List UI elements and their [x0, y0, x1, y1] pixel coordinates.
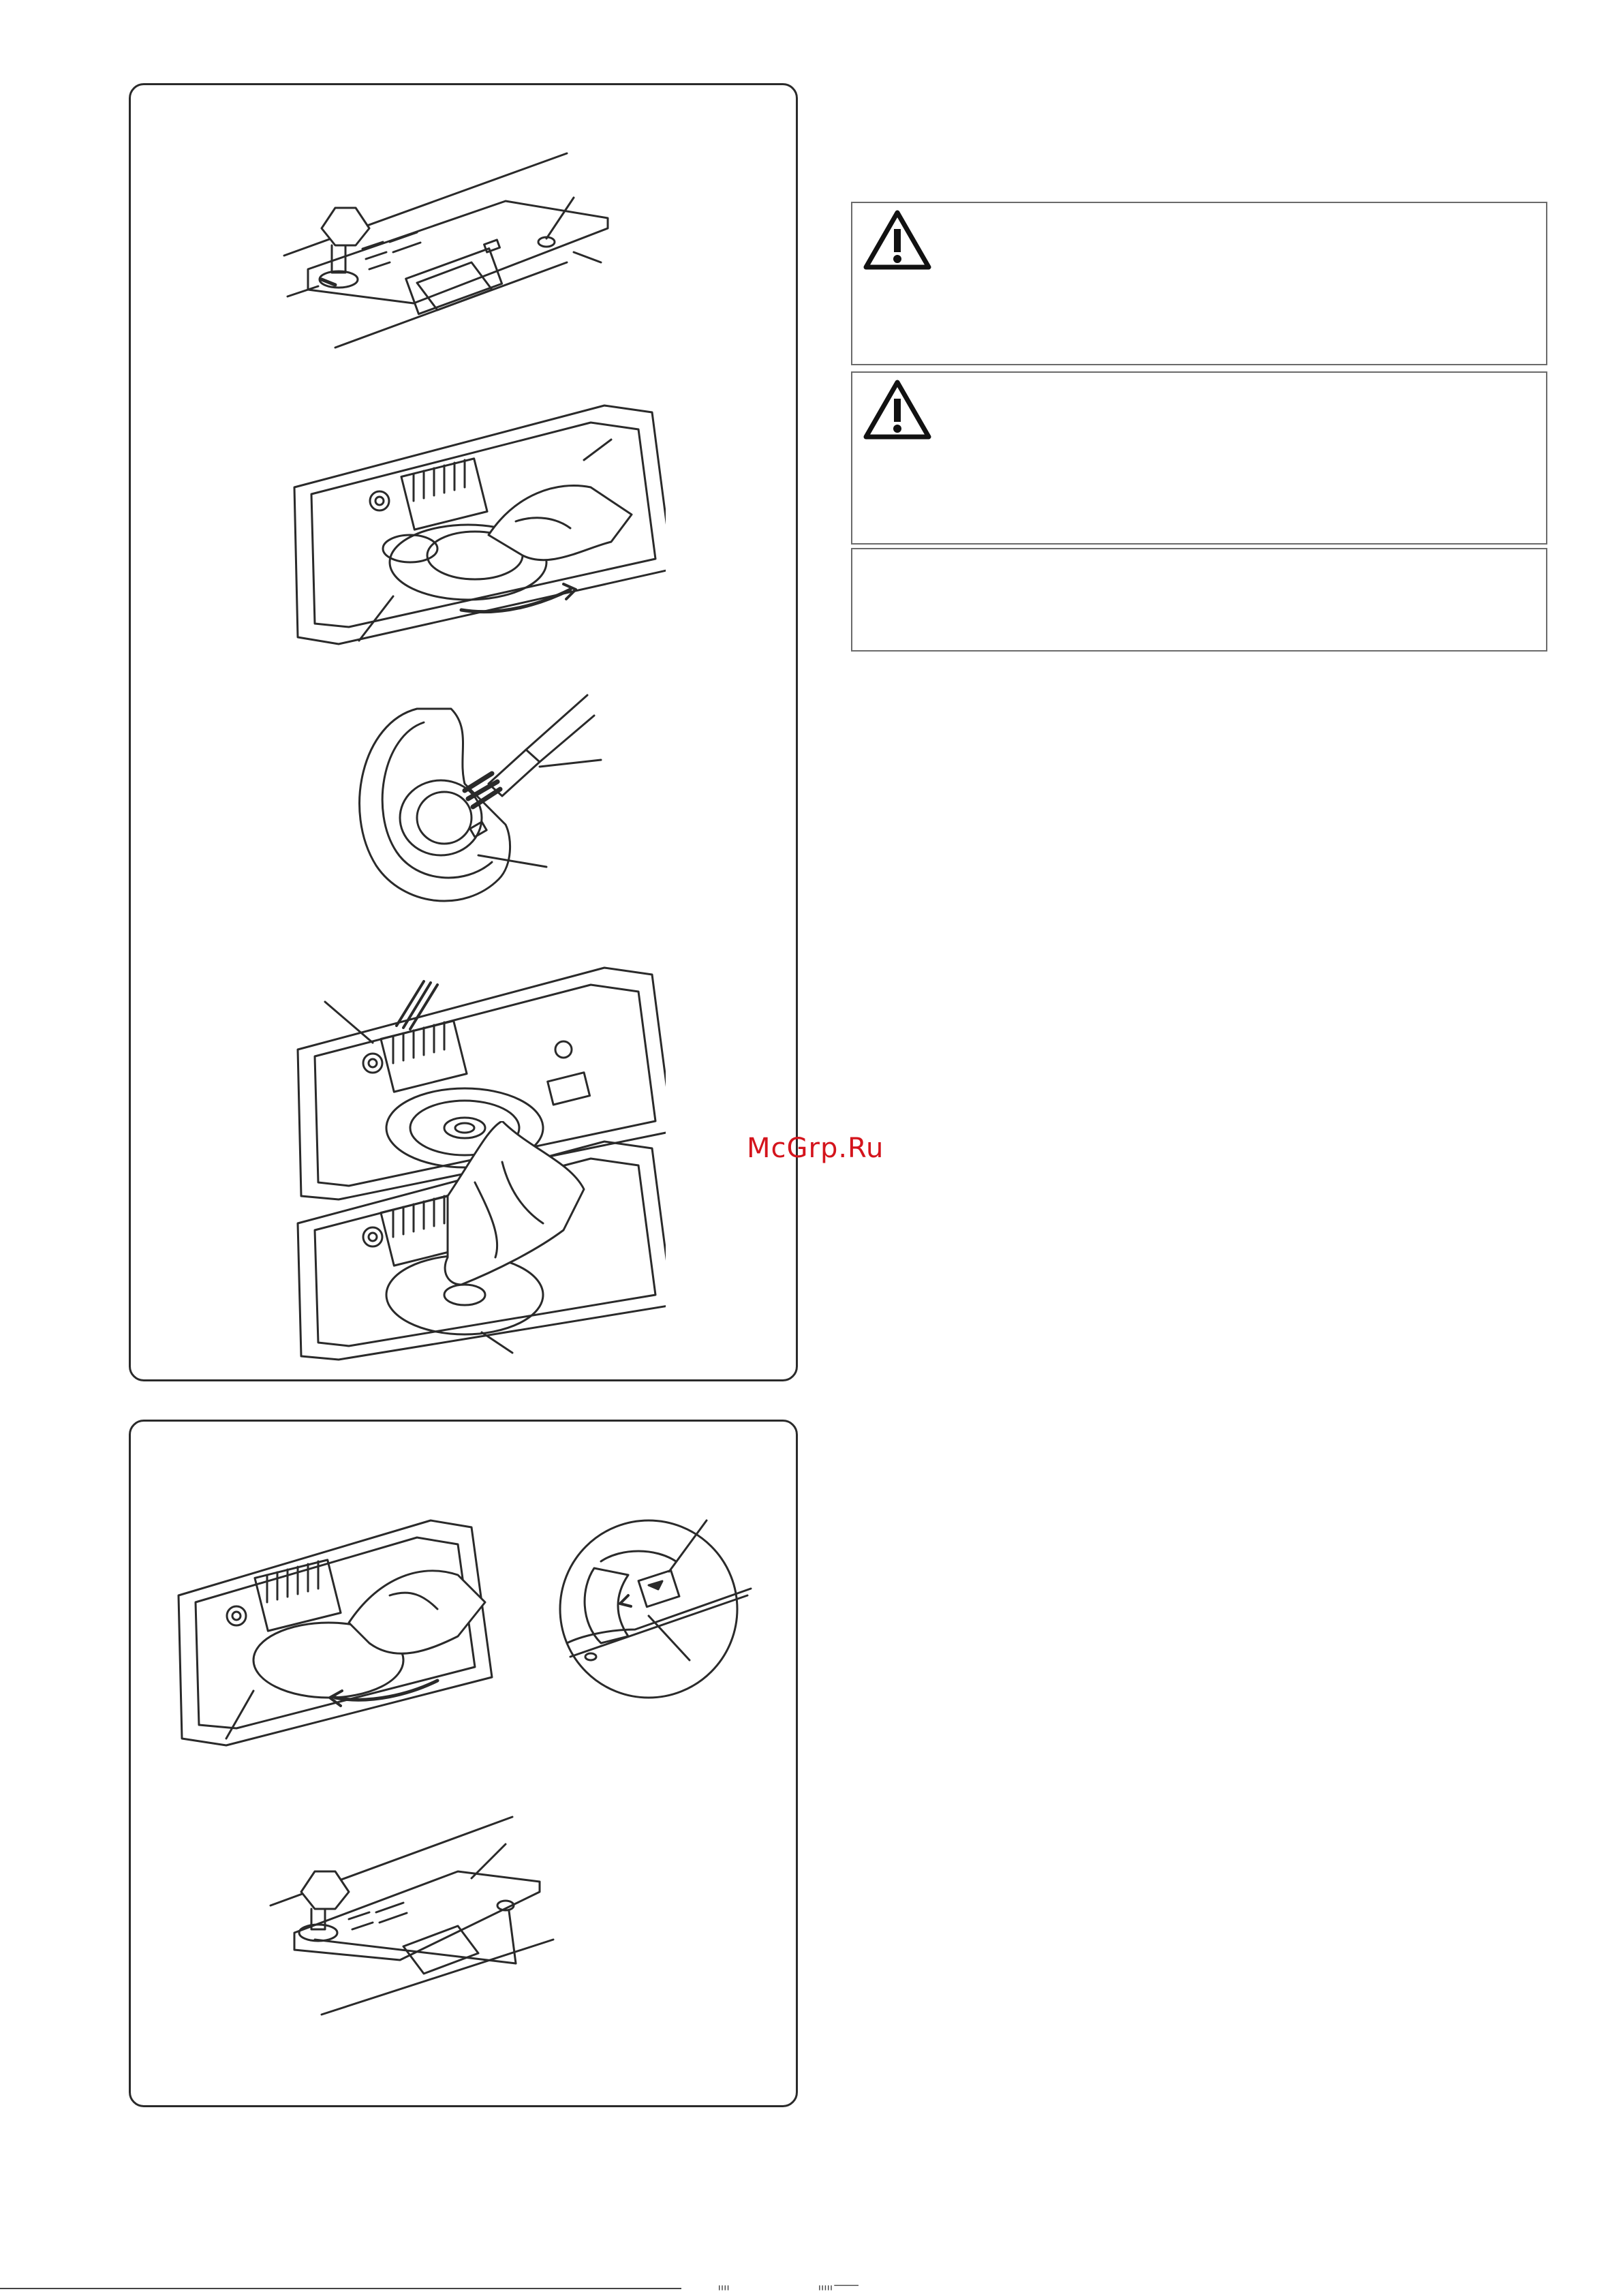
footer-rule — [0, 2288, 681, 2289]
warning-triangle-icon — [862, 209, 933, 271]
footer-crop-marks — [688, 2284, 893, 2291]
needle-plate-attach-illustration — [267, 1803, 608, 2028]
cleaning-illustration-panel — [129, 83, 798, 1381]
reassembly-illustration-panel — [129, 1420, 798, 2107]
bobbin-holder-removal-illustration — [284, 399, 666, 651]
hook-race-cloth-illustration — [284, 1121, 666, 1366]
note-box — [851, 548, 1547, 652]
bobbin-holder-detail-circle-illustration — [540, 1493, 758, 1725]
bobbin-holder-insert-illustration — [172, 1493, 526, 1752]
bobbin-holder-brush-illustration — [328, 682, 615, 927]
warning-box-2 — [851, 371, 1547, 545]
warning-triangle-icon — [862, 378, 933, 441]
warning-box-1 — [851, 202, 1547, 365]
watermark: McGrp.Ru — [747, 1133, 884, 1164]
needle-plate-removal-illustration — [281, 147, 662, 371]
